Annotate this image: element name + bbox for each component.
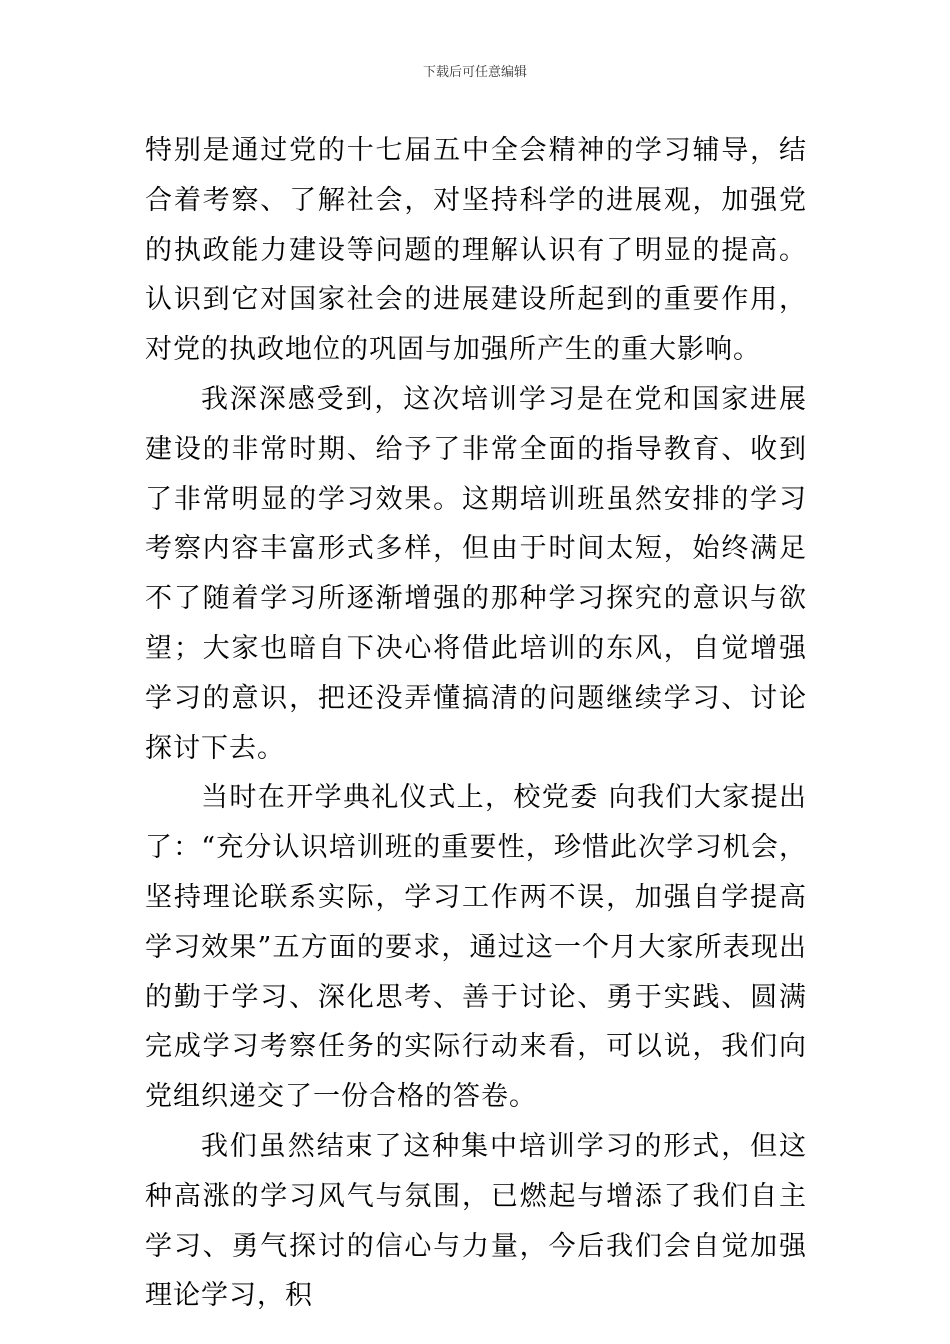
paragraph-2: 我深深感受到，这次培训学习是在党和国家进展建设的非常时期、给予了非常全面的指导教育、收到了非常明显的学习效果。这期培训班虽然安排的学习考察内容丰富形式多样，但由于时间太短，始终满足不了随着学习所逐渐增强的那种学习探究的意识与欲望；大家也暗自下决心将借此培训的东风，自觉增强学习的意识，把还没弄懂搞清的问题继续学习、讨论探讨下去。 (145, 383, 807, 764)
paragraph-4: 我们虽然结束了这种集中培训学习的形式，但这种高涨的学习风气与氛围，已燃起与增添了我们自主学习、勇气探讨的信心与力量，今后我们会自觉加强理论学习，积 (145, 1130, 807, 1312)
paragraph-1: 特别是通过党的十七届五中全会精神的学习辅导，结合着考察、了解社会，对坚持科学的进展观，加强党的执政能力建设等问题的理解认识有了明显的提高。认识到它对国家社会的进展建设所起到的重要作用，对党的执政地位的巩固与加强所产生的重大影响。 (145, 135, 807, 366)
document-body (145, 126, 807, 1321)
paragraph-3: 当时在开学典礼仪式上，校党委 向我们大家提出了：“充分认识培训班的重要性，珍惜此次学习机会，坚持理论联系实际，学习工作两不误，加强自学提高学习效果”五方面的要求，通过这一个月大家所表现出的勤于学习、深化思考、善于讨论、勇于实践、圆满完成学习考察任务的实际行动来看，可以说，我们向党组织递交了一份合格的答卷。 (145, 782, 807, 1113)
page-header: 下载后可任意编辑 (422, 65, 527, 80)
